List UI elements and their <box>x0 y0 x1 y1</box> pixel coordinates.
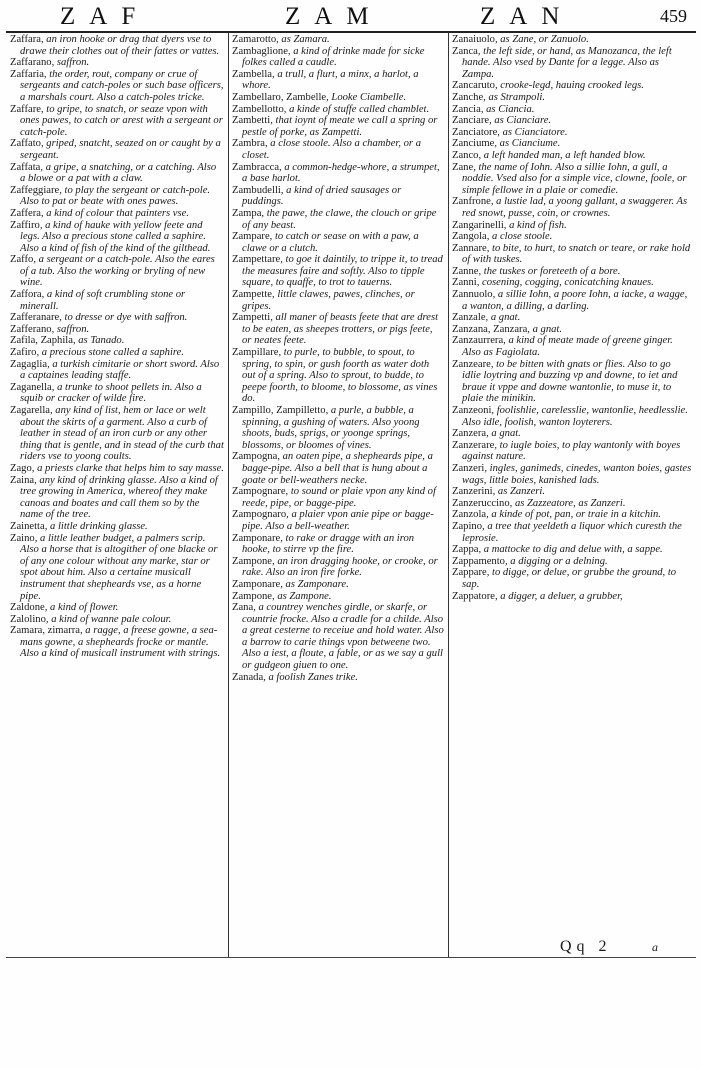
entry-headword: Zaldone <box>10 602 45 614</box>
catchword: a <box>652 940 658 954</box>
entry-definition: , a mattocke to dig and delue with, a sappe. <box>478 544 663 556</box>
dictionary-entry <box>10 312 224 324</box>
dictionary-entry <box>452 521 692 544</box>
entry-headword: Zappatore <box>452 590 495 602</box>
running-head-right: ZAN <box>480 3 574 30</box>
entry-definition: , a kind of flower. <box>44 602 119 614</box>
entry-headword: Zaffiro <box>10 219 40 231</box>
entry-headword: Zainetta <box>10 520 45 532</box>
dictionary-entry <box>10 405 224 463</box>
entry-definition: , as Tanado. <box>72 335 125 347</box>
dictionary-entry <box>10 521 224 533</box>
entry-headword: Zafferanare <box>10 312 60 324</box>
dictionary-entry <box>232 486 444 509</box>
dictionary-entry <box>10 57 224 69</box>
entry-headword: Zanciume <box>452 138 495 150</box>
entry-headword: Zana <box>232 602 254 614</box>
column-divider-1 <box>228 32 229 957</box>
entry-headword: Zangarinelli <box>452 219 504 231</box>
dictionary-entry <box>232 556 444 579</box>
entry-headword: Zaffeggiare <box>10 184 60 196</box>
dictionary-entry <box>10 463 224 475</box>
entry-headword: Zanzana, Zanzara <box>452 323 528 335</box>
entry-definition: , a kind of fish. <box>503 219 567 231</box>
dictionary-entry <box>452 115 692 127</box>
entry-definition: , an oaten pipe, a shepheards pipe, a bagge-pipe. Also a bell that is hung about a goate or bell-weathers necke. <box>242 451 433 486</box>
entry-definition: , as Zamara. <box>276 34 330 45</box>
entry-definition: , to purle, to bubble, to spout, to spring, to spin, or gush foorth as water doth out of a spring. Also to sprout, to budde, to peepe foorth, to bloome, to blossome, as vines do. <box>242 347 438 405</box>
dictionary-entry <box>232 312 444 347</box>
dictionary-entry <box>232 347 444 405</box>
entry-headword: Zanfrone <box>452 196 491 208</box>
entry-headword: Zanzola <box>452 509 487 521</box>
dictionary-entry <box>452 556 692 568</box>
entry-definition: , a kind of hauke with yellow feete and legs. Also a precious stone called a saphire. Also a kind of fish of the kind of the gilthead. <box>20 219 211 254</box>
header-rule <box>6 31 696 33</box>
column-divider-2 <box>448 32 449 957</box>
entry-headword: Zanaiuolo <box>452 34 495 45</box>
entry-headword: Zannare <box>452 242 487 254</box>
entry-definition: , a gnat. <box>485 312 521 324</box>
dictionary-entry <box>232 162 444 185</box>
dictionary-entry <box>452 150 692 162</box>
dictionary-entry <box>232 208 444 231</box>
dictionary-entry <box>452 359 692 405</box>
entry-headword: Zambra <box>232 138 265 150</box>
entry-headword: Zappamento <box>452 555 505 567</box>
dictionary-entry <box>452 567 692 590</box>
entry-definition: , to catch or sease on with a paw, a clawe or a clutch. <box>242 231 419 254</box>
column-1 <box>10 34 224 954</box>
entry-definition: , as Zamponare. <box>280 578 349 590</box>
running-head-center: ZAM <box>285 3 383 30</box>
entry-definition: , to rake or dragge with an iron hooke, to stirre vp the fire. <box>242 532 415 556</box>
entry-definition: , a left handed man, a left handed blow. <box>478 149 646 161</box>
dictionary-entry <box>10 347 224 359</box>
dictionary-entry <box>232 509 444 532</box>
entry-headword: Zamara, zimarra <box>10 625 80 637</box>
entry-headword: Zampettare <box>232 254 281 266</box>
entry-headword: Zanco <box>452 149 479 161</box>
dictionary-entry <box>10 104 224 139</box>
entry-definition: , a kind of wanne pale colour. <box>45 613 172 625</box>
entry-headword: Zaganella <box>10 381 52 393</box>
dictionary-entry <box>452 544 692 556</box>
dictionary-entry <box>10 69 224 104</box>
entry-definition: , to digge, or delue, or grubbe the ground, to sap. <box>462 567 677 590</box>
dictionary-entry <box>452 277 692 289</box>
entry-definition: , to dresse or dye with saffron. <box>59 312 188 324</box>
entry-definition: , as Zanzeri. <box>492 486 545 498</box>
entry-definition: , a lustie lad, a yoong gallant, a swaggerer. As red snowt, pusse, coin, or crownes. <box>462 196 688 219</box>
page-number: 459 <box>660 6 687 26</box>
entry-definition: , a foolish Zanes trike. <box>263 671 358 683</box>
entry-definition: , a turkish cimitarie or short sword. Also a captaines leading staffe. <box>20 358 220 382</box>
entry-definition: , crooke-legd, hauing crooked legs. <box>494 80 644 92</box>
dictionary-entry <box>232 69 444 92</box>
entry-headword: Zampette <box>232 289 273 301</box>
entry-headword: Zampillare <box>232 347 279 359</box>
dictionary-entry <box>232 104 444 116</box>
entry-headword: Zappare <box>452 567 487 579</box>
dictionary-entry <box>452 312 692 324</box>
entry-definition: , to goe it daintily, to trippe it, to tread the measures faire and softly. Also to tipple square, to quaffe, to trot to tauerns. <box>242 254 443 289</box>
entry-definition: , the order, rout, company or crue of sergeants and catch-poles or such base officers, a marshals court. Also a catch-poles tricke. <box>20 68 224 103</box>
entry-definition: , to gripe, to snatch, or seaze vpon with ones pawes, to catch or arest with a sergeant or catch-pole. <box>20 103 223 138</box>
dictionary-entry <box>452 92 692 104</box>
dictionary-entry <box>232 289 444 312</box>
dictionary-entry <box>10 138 224 161</box>
dictionary-entry <box>10 34 224 57</box>
entry-definition: , a gripe, a snatching, or a catching. Also a blowe or a pat with a claw. <box>20 161 217 185</box>
entry-definition: , a purle, a bubble, a spinning, a gushing of waters. Also yoong shoots, buds, sprigs, or yoonge springs, blossoms, or bloomes of vines. <box>242 405 420 451</box>
dictionary-entry <box>10 475 224 521</box>
entry-headword: Zannuolo <box>452 289 493 301</box>
dictionary-entry <box>232 185 444 208</box>
dictionary-entry <box>10 382 224 405</box>
entry-headword: Zanzera <box>452 428 487 440</box>
entry-definition: , a kind of drinke made for sicke folkes called a caudle. <box>242 45 425 69</box>
dictionary-entry <box>452 440 692 463</box>
entry-definition: , an iron hooke or drag that dyers vse to drawe their clothes out of their fattes or vattes. <box>20 34 220 57</box>
dictionary-entry <box>452 486 692 498</box>
entry-headword: Zagarella <box>10 405 50 416</box>
dictionary-entry <box>452 162 692 197</box>
entry-definition: , a kind of dried sausages or puddings. <box>242 184 402 208</box>
entry-definition: , that ioynt of meate we call a spring or pestle of porke, as Zampetti. <box>242 115 438 138</box>
entry-definition: , a tree that yeeldeth a liquor which curesth the leprosie. <box>462 520 682 544</box>
entry-definition: , little clawes, pawes, clinches, or gripes. <box>242 289 415 312</box>
entry-definition: , a little leather budget, a palmers scrip. Also a horse that is altogither of one blacke or of any one colour without any marke, star or spot about him. Also a certaine musicall instrument that shepheards vse, as a horne pipe. <box>20 532 218 602</box>
dictionary-entry <box>232 533 444 556</box>
entry-headword: Zaffera <box>10 207 41 219</box>
entry-definition: , a sergeant or a catch-pole. Also the eares of a tub. Also the working or bryling of new wine. <box>20 254 215 289</box>
dictionary-entry <box>232 138 444 161</box>
entry-definition: , the left side, or hand, as Manozanca, the left hande. Also vsed by Dante for a legge. Also as Zampa. <box>462 45 672 80</box>
entry-definition: , to sound or plaie vpon any kind of reede, pipe, or bagge-pipe. <box>242 486 436 509</box>
entry-definition: , as Cianciare. <box>489 115 552 127</box>
entry-headword: Zambella <box>232 68 273 80</box>
entry-headword: Zanzale <box>452 312 486 324</box>
entry-definition: , a digging or a delning. <box>504 555 608 567</box>
entry-headword: Zambetti <box>232 115 271 127</box>
dictionary-entry <box>452 289 692 312</box>
entry-headword: Zampillo, Zampilletto <box>232 405 326 416</box>
entry-headword: Zalolino <box>10 613 46 625</box>
dictionary-entry <box>232 672 444 684</box>
entry-definition: , a precious stone called a saphire. <box>36 347 184 359</box>
entry-definition: , a kinde of stuffe called chamblet. <box>283 103 430 115</box>
dictionary-entry <box>10 359 224 382</box>
dictionary-entry <box>10 324 224 336</box>
entry-headword: Zanzaurrera <box>452 335 504 347</box>
dictionary-entry <box>452 127 692 139</box>
dictionary-entry <box>452 428 692 440</box>
entry-headword: Zampare <box>232 231 270 243</box>
dictionary-entry <box>232 451 444 486</box>
entry-headword: Zaffo <box>10 254 34 266</box>
dictionary-entry <box>452 46 692 81</box>
dictionary-entry <box>232 579 444 591</box>
dictionary-entry <box>10 614 224 626</box>
entry-definition: , a little drinking glasse. <box>44 520 148 532</box>
dictionary-entry <box>10 335 224 347</box>
dictionary-entry <box>452 498 692 510</box>
dictionary-entry <box>452 509 692 521</box>
dictionary-entry <box>10 254 224 289</box>
dictionary-entry <box>452 405 692 428</box>
entry-headword: Zanni <box>452 277 477 289</box>
running-head-left: ZAF <box>60 3 150 30</box>
entry-definition: , a close stoole. Also a chamber, or a closet. <box>242 138 422 161</box>
entry-headword: Zaina <box>10 474 35 486</box>
dictionary-entry <box>10 185 224 208</box>
entry-headword: Zamarotto <box>232 34 277 45</box>
entry-definition: , to bite, to hurt, to snatch or teare, or rake hold of with tuskes. <box>462 242 691 266</box>
dictionary-entry <box>232 254 444 289</box>
dictionary-entry <box>452 243 692 266</box>
entry-definition: , a sillie Iohn, a poore Iohn, a iacke, a wagge, a wanton, a dilling, a darling. <box>462 289 688 312</box>
dictionary-entry <box>452 335 692 358</box>
entry-headword: Zaffata <box>10 161 41 173</box>
entry-headword: Zambellotto <box>232 103 284 115</box>
entry-headword: Zancia <box>452 103 481 115</box>
dictionary-entry <box>10 625 224 660</box>
entry-headword: Zampognare <box>232 486 286 498</box>
entry-headword: Zampetti <box>232 312 271 324</box>
entry-headword: Zaffato <box>10 138 41 150</box>
entry-definition: , as Cianciume. <box>494 138 561 150</box>
dictionary-entry <box>452 463 692 486</box>
entry-headword: Zane <box>452 161 474 173</box>
entry-headword: Zanzerini <box>452 486 493 498</box>
entry-headword: Zaffarìa <box>10 68 44 80</box>
footer-rule <box>6 957 696 958</box>
entry-headword: Zanciare <box>452 115 490 127</box>
entry-definition: , a trull, a flurt, a minx, a harlot, a whore. <box>242 68 419 92</box>
entry-definition: , saffron. <box>51 57 90 69</box>
entry-headword: Zaffora <box>10 289 42 301</box>
dictionary-entry <box>452 34 692 46</box>
entry-headword: Zanada <box>232 671 264 683</box>
entry-headword: Zanca <box>452 45 478 57</box>
entry-definition: , a kinde of pot, pan, or traie in a kitchin. <box>486 509 661 521</box>
entry-definition: , to iugle boies, to play wantonly with boyes against nature. <box>462 439 681 463</box>
dictionary-entry <box>10 208 224 220</box>
dictionary-entry <box>10 533 224 603</box>
entry-headword: Zappa <box>452 544 479 556</box>
entry-headword: Zanzeare <box>452 358 491 370</box>
entry-definition: , an iron dragging hooke, or crooke, or rake. Also an iron fire forke. <box>242 555 438 579</box>
entry-definition: , a countrey wenches girdle, or skarfe, or countrie frocke. Also a cradle for a childe. Also a great cesterne to receiue and hold water. Also a barrow to carie things vpon betweene two. Also a iest, a floute, a fable, or as we say a gull or gudgeon giuen to one. <box>242 602 444 672</box>
dictionary-entry <box>452 324 692 336</box>
entry-headword: Zampone <box>232 555 273 567</box>
entry-headword: Zambracca <box>232 161 280 173</box>
signature-mark: Qq 2 <box>560 938 612 955</box>
dictionary-entry <box>452 591 692 603</box>
dictionary-entry <box>452 80 692 92</box>
entry-definition: , a priests clarke that helps him to say masse. <box>31 462 224 474</box>
entry-definition: , as Cianciatore. <box>497 126 568 138</box>
entry-definition: , saffron. <box>51 323 90 335</box>
entry-headword: Zafila, Zaphila <box>10 335 73 347</box>
dictionary-entry <box>232 92 444 104</box>
entry-definition: , to play the sergeant or catch-pole. Also to pat or beate with ones pawes. <box>20 184 211 208</box>
entry-definition: , a digger, a deluer, a grubber, <box>494 590 623 602</box>
entry-definition: , as Zane, or Zanuolo. <box>494 34 589 45</box>
entry-definition: , ingles, ganimeds, cinedes, wanton boies, gastes wags, little boies, kanished lads. <box>462 462 692 486</box>
entry-definition: , all maner of beasts feete that are drest to be eaten, as sheepes trotters, or pigs feete, or neates feete. <box>242 312 439 347</box>
column-2 <box>232 34 444 954</box>
entry-headword: Zafiro <box>10 347 37 359</box>
entry-definition: , a kind of colour that painters vse. <box>40 207 189 219</box>
entry-definition: , as Zazzeatore, as Zanzeri. <box>509 497 626 509</box>
entry-headword: Zambaglione <box>232 45 288 57</box>
entry-definition: , a common-hedge-whore, a strumpet, a base harlot. <box>242 161 440 185</box>
entry-definition: , any kind of list, hem or lace or welt about the skirts of a garment. Also a curb of leather in stead of an iron curb or any other thing that is gentle, and in stead of the curb that riders vse to yoong coults. <box>20 405 224 463</box>
entry-definition: , a kind of meate made of greene ginger. Also as Fagiolata. <box>462 335 673 359</box>
entry-definition: , a ragge, a freese gowne, a sea-mans gowne, a shepheards frocke or mantle. Also a kind of musicall instrument with strings. <box>20 625 221 660</box>
entry-definition: , a kind of soft crumbling stone or minerall. <box>20 289 186 312</box>
entry-headword: Zancaruto <box>452 80 495 92</box>
entry-headword: Zafferano <box>10 323 52 335</box>
entry-definition: , griped, snatcht, seazed on or caught by a sergeant. <box>20 138 221 161</box>
entry-headword: Zanzeoni <box>452 405 492 416</box>
entry-headword: Zanzerare <box>452 439 495 451</box>
dictionary-entry <box>10 289 224 312</box>
entry-headword: Zangola <box>452 231 487 243</box>
dictionary-entry <box>10 162 224 185</box>
entry-headword: Zanzeri <box>452 462 485 474</box>
entry-headword: Zaffarano <box>10 57 52 69</box>
entry-headword: Zambellaro, Zambelle <box>232 91 327 103</box>
dictionary-entry <box>452 220 692 232</box>
entry-headword: Zanzeruccino <box>452 497 510 509</box>
entry-headword: Zago <box>10 462 32 474</box>
entry-definition: , cosening, cogging, conicatching knaues. <box>476 277 654 289</box>
entry-definition: , the pawe, the clawe, the clouch or gripe of any beast. <box>242 207 437 231</box>
dictionary-entry <box>232 405 444 451</box>
dictionary-entry <box>452 104 692 116</box>
entry-definition: , any kind of drinking glasse. Also a kind of tree growing in America, whereof they make canoas and boates and call them so by the name of the tree. <box>20 474 218 521</box>
dictionary-entry <box>452 138 692 150</box>
entry-headword: Zapino <box>452 520 483 532</box>
entry-headword: Zampone <box>232 590 273 602</box>
entry-definition: , a trunke to shoot pellets in. Also a squib or cracker of wilde fire. <box>20 381 202 405</box>
entry-definition: , a gnat. <box>527 323 563 335</box>
dictionary-entry <box>10 602 224 614</box>
column-3 <box>452 34 692 954</box>
entry-headword: Zamponare <box>232 578 281 590</box>
entry-headword: Zaffara <box>10 34 41 45</box>
entry-definition: , a close stoole. <box>486 231 553 243</box>
entry-definition: , a plaier vpon anie pipe or bagge-pipe. Also a bell-weather. <box>242 509 434 532</box>
dictionary-entry <box>452 231 692 243</box>
entry-headword: Zaino <box>10 532 35 544</box>
entry-headword: Zagaglia <box>10 358 48 370</box>
entry-definition: , as Strampoli. <box>483 91 545 103</box>
dictionary-entry <box>452 266 692 278</box>
dictionary-entry <box>452 196 692 219</box>
entry-definition: , foolishlie, carelesslie, wantonlie, heedlesslie. Also idle, foolish, wanton loyterers. <box>462 405 688 428</box>
entry-headword: Zanche <box>452 91 484 103</box>
entry-headword: Zanne <box>452 265 479 277</box>
entry-headword: Zampognaro <box>232 509 287 521</box>
dictionary-entry <box>232 231 444 254</box>
entry-headword: Zaffare <box>10 103 41 115</box>
entry-definition: , a gnat. <box>486 428 521 440</box>
entry-headword: Zamponare <box>232 532 281 544</box>
entry-headword: Zampogna <box>232 451 278 463</box>
dictionary-entry <box>232 115 444 138</box>
entry-definition: , the tuskes or foreteeth of a bore. <box>478 265 621 277</box>
dictionary-entry <box>10 220 224 255</box>
entry-definition: , Looke Ciambelle. <box>326 91 407 103</box>
entry-definition: , the name of Iohn. Also a sillie Iohn, a gull, a noddie. Vsed also for a simple vice, clowne, foole, or simple fellowe in a plaie or comedie. <box>462 161 687 196</box>
entry-definition: , as Ciancia. <box>480 103 535 115</box>
dictionary-entry <box>232 591 444 603</box>
dictionary-entry <box>232 46 444 69</box>
entry-definition: , as Zampone. <box>272 590 332 602</box>
entry-headword: Zampa <box>232 207 262 219</box>
dictionary-entry <box>232 602 444 672</box>
entry-headword: Zambudelli <box>232 184 281 196</box>
entry-headword: Zanciatore <box>452 126 498 138</box>
entry-definition: , to be bitten with gnats or flies. Also to go idlie loytring and buzzing vp and downe, to iet and braue it vppe and downe wantonlie, to muse it, to plaie the minikin. <box>462 358 678 405</box>
dictionary-entry <box>232 34 444 46</box>
